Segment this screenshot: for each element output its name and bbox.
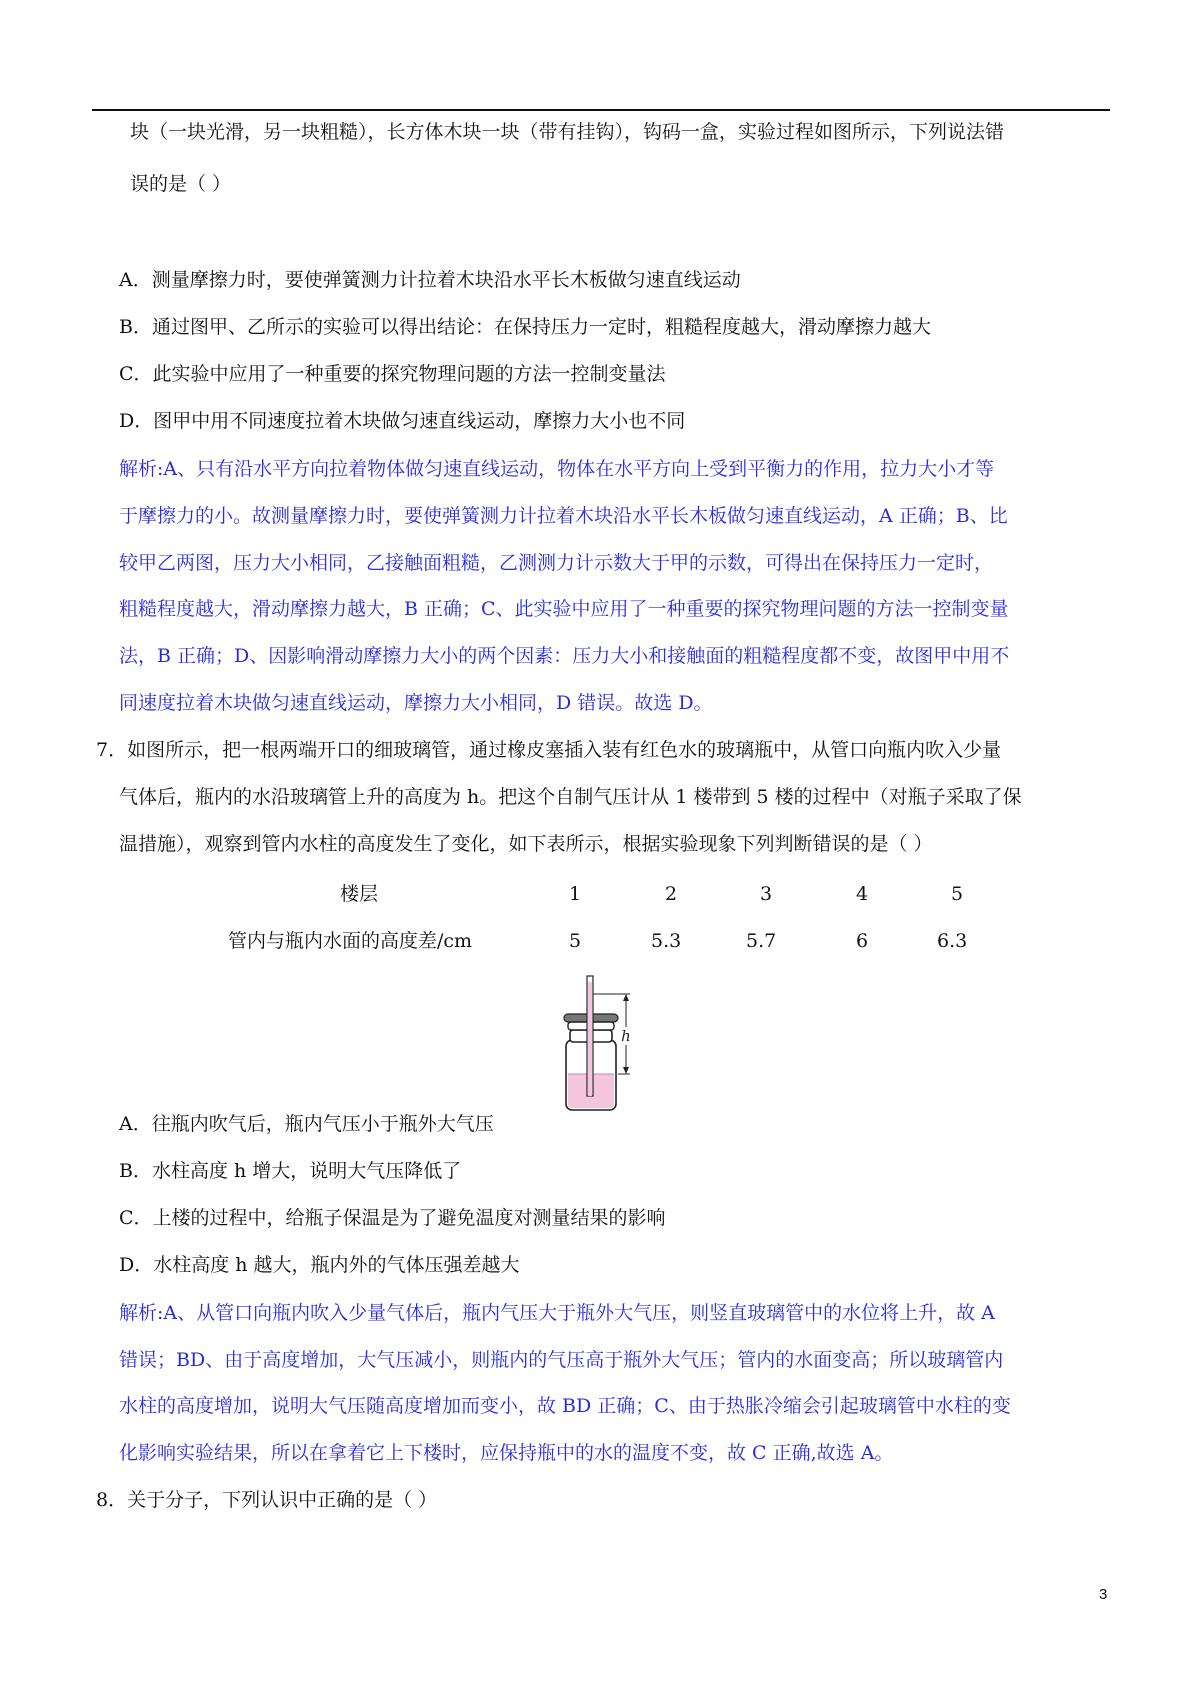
q7-option-b: B．水柱高度 h 增大，说明大气压降低了 xyxy=(119,1160,462,1182)
q6-analysis-line: 较甲乙两图，压力大小相同，乙接触面粗糙，乙测测力计示数大于甲的示数，可得出在保持压力一定时， xyxy=(119,552,994,574)
q6-analysis-line: 同速度拉着木块做匀速直线运动，摩擦力大小相同，D 错误。故选 D。 xyxy=(119,692,713,714)
q6-stem-line: 块（一块光滑，另一块粗糙），长方体木块一块（带有挂钩），钩码一盒，实验过程如图所示，下列说法错 xyxy=(130,121,1005,143)
height-label: h xyxy=(621,1027,631,1045)
table-cell: 5.7 xyxy=(746,930,777,952)
arrow-head-down xyxy=(623,1067,629,1074)
table-cell: 5 xyxy=(569,930,582,952)
table-cell: 6.3 xyxy=(937,930,968,952)
barometer-figure xyxy=(556,974,656,1114)
q7-option-a: A．往瓶内吹气后，瓶内气压小于瓶外大气压 xyxy=(119,1113,494,1135)
header-rule xyxy=(92,109,1110,111)
table-cell: 2 xyxy=(665,883,678,905)
table-row-label: 管内与瓶内水面的高度差/cm xyxy=(228,930,473,952)
q6-option-a: A．测量摩擦力时，要使弹簧测力计拉着木块沿水平长木板做匀速直线运动 xyxy=(119,269,741,291)
table-cell: 1 xyxy=(569,883,582,905)
q7-stem-line: 7．如图所示，把一根两端开口的细玻璃管，通过橡皮塞插入装有红色水的玻璃瓶中，从管口向瓶内吹入少量 xyxy=(96,739,1002,761)
q7-stem-line: 气体后，瓶内的水沿玻璃管上升的高度为 h。把这个自制气压计从 1 楼带到 5 楼的过程中（对瓶子采取了保 xyxy=(119,786,1022,808)
q7-analysis-line: 水柱的高度增加，说明大气压随高度增加而变小，故 BD 正确；C、由于热胀冷缩会引起玻璃管中水柱的变 xyxy=(119,1395,1011,1417)
q6-option-d: D．图甲中用不同速度拉着木块做匀速直线运动，摩擦力大小也不同 xyxy=(119,410,686,432)
q7-option-d: D．水柱高度 h 越大，瓶内外的气体压强差越大 xyxy=(119,1254,520,1276)
q6-analysis-line: 于摩擦力的小。故测量摩擦力时，要使弹簧测力计拉着木块沿水平长木板做匀速直线运动，A 正确；B、比 xyxy=(119,505,1008,527)
q6-option-b: B．通过图甲、乙所示的实验可以得出结论：在保持压力一定时，粗糙程度越大，滑动摩擦力越大 xyxy=(119,316,931,338)
q7-analysis-line: 解析:A、从管口向瓶内吹入少量气体后，瓶内气压大于瓶外大气压，则竖直玻璃管中的水位将上升，故 A xyxy=(119,1302,995,1324)
tube-water xyxy=(588,982,592,1096)
q6-stem-line: 误的是（ ） xyxy=(130,173,232,195)
table-cell: 5 xyxy=(951,883,964,905)
q7-analysis-line: 错误；BD、由于高度增加，大气压减小，则瓶内的气压高于瓶外大气压；管内的水面变高；所以玻璃管内 xyxy=(119,1349,1004,1371)
table-row-label: 楼层 xyxy=(340,883,379,905)
table-cell: 4 xyxy=(856,883,869,905)
q6-analysis-line: 法，B 正确；D、因影响滑动摩擦力大小的两个因素：压力大小和接触面的粗糙程度都不变，故图甲中用不 xyxy=(119,645,1010,667)
table-cell: 3 xyxy=(760,883,773,905)
page-number: 3 xyxy=(1099,1586,1108,1603)
q6-option-c: C．此实验中应用了一种重要的探究物理问题的方法一控制变量法 xyxy=(119,363,666,385)
q7-option-c: C．上楼的过程中，给瓶子保温是为了避免温度对测量结果的影响 xyxy=(119,1207,666,1229)
q7-stem-line: 温措施），观察到管内水柱的高度发生了变化，如下表所示，根据实验现象下列判断错误的是（ ） xyxy=(119,833,933,855)
arrow-head-up xyxy=(623,994,629,1001)
q8-stem: 8．关于分子，下列认识中正确的是（ ） xyxy=(96,1489,438,1511)
q6-analysis-line: 解析:A、只有沿水平方向拉着物体做匀速直线运动，物体在水平方向上受到平衡力的作用，拉力大小才等 xyxy=(119,458,995,480)
q7-analysis-line: 化影响实验结果，所以在拿着它上下楼时，应保持瓶中的水的温度不变，故 C 正确,故选 A。 xyxy=(119,1442,894,1464)
table-cell: 5.3 xyxy=(651,930,682,952)
q6-analysis-line: 粗糙程度越大，滑动摩擦力越大，B 正确；C、此实验中应用了一种重要的探究物理问题的方法一控制变量 xyxy=(119,598,1009,620)
table-cell: 6 xyxy=(856,930,869,952)
